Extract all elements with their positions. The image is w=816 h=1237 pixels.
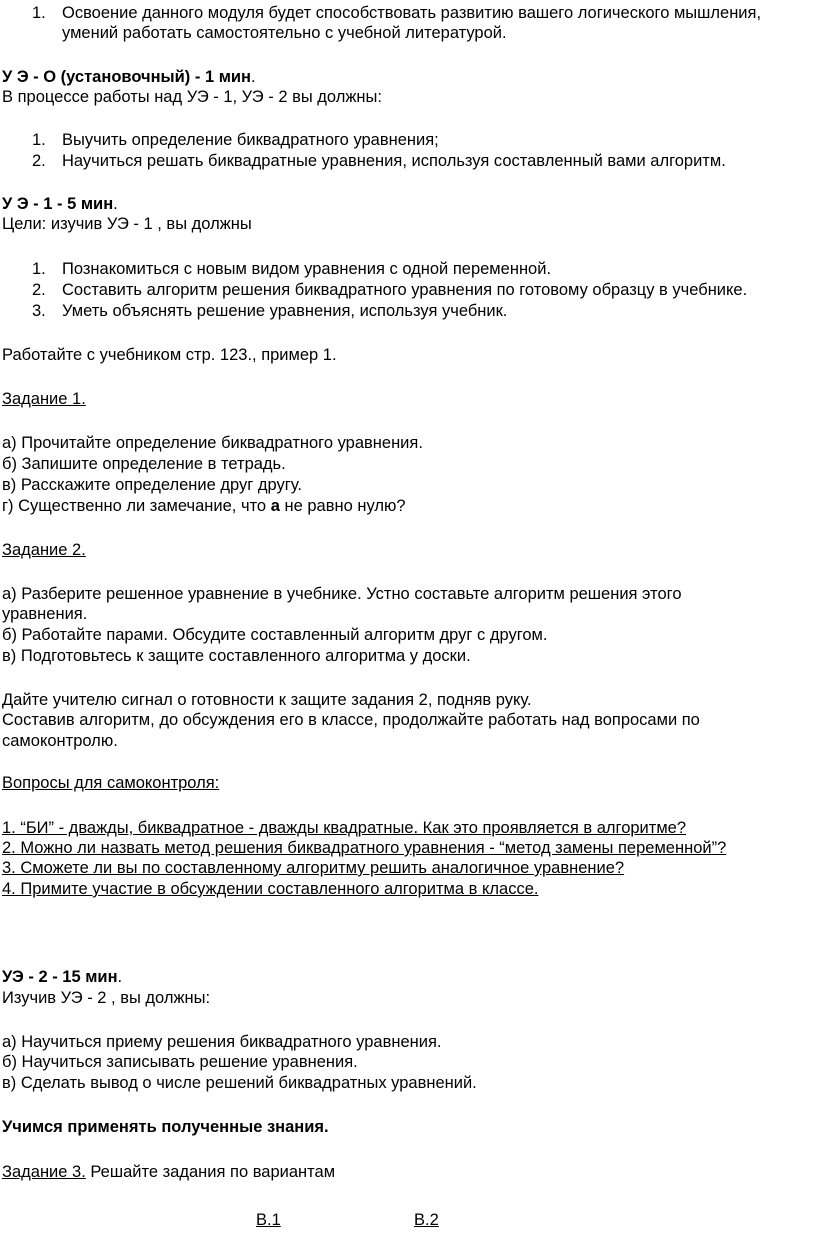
- task3-title: Задание 3.: [2, 1163, 86, 1181]
- signal-line1: Дайте учителю сигнал о готовности к защите задания 2, подняв руку.: [2, 691, 532, 709]
- variant-2-label: В.2: [414, 1211, 439, 1229]
- intro-item-text-line1: Освоение данного модуля будет способствовать развитию вашего логического мышления,: [62, 4, 762, 22]
- task3-line: [2, 1162, 335, 1182]
- task1-a: а) Прочитайте определение биквадратного уравнения.: [2, 434, 423, 452]
- signal-line2: Составив алгоритм, до обсуждения его в классе, продолжайте работать над вопросами по: [2, 711, 700, 729]
- ue0-item-1-number: 1.: [32, 131, 46, 149]
- ue1-heading-tail: .: [113, 195, 118, 213]
- ue0-heading: У Э - О (установочный) - 1 мин: [2, 68, 252, 86]
- task3-text: Решайте задания по вариантам: [85, 1163, 336, 1181]
- ue1-item-2-number: 2.: [32, 281, 46, 299]
- intro-item-number: 1.: [32, 4, 46, 22]
- ue0-item-1-text: Выучить определение биквадратного уравнения;: [62, 131, 439, 149]
- ue0-item-2-number: 2.: [32, 152, 46, 170]
- task1-g-pre: г) Существенно ли замечание, что: [2, 497, 271, 515]
- ue0-item-2-text: Научиться решать биквадратные уравнения, используя составленный вами алгоритм.: [62, 152, 726, 170]
- ue2-heading-tail: .: [117, 968, 123, 986]
- task1-title: Задание 1.: [2, 390, 86, 408]
- ue0-heading-line: [2, 67, 256, 87]
- ue1-item-2-text: Составить алгоритм решения биквадратного уравнения по готовому образцу в учебнике.: [62, 281, 748, 299]
- ue1-item-3-number: 3.: [32, 302, 46, 320]
- ue2-lead: Изучив УЭ - 2 , вы должны:: [2, 989, 211, 1007]
- self-check-q2: 2. Можно ли назвать метод решения биквадратного уравнения - “метод замены переменной”?: [2, 839, 727, 857]
- intro-item-text-line2: умений работать самостоятельно с учебной литературой.: [62, 24, 507, 42]
- ue2-heading: УЭ - 2 - 15 мин: [2, 968, 118, 986]
- apply-heading: Учимся применять полученные знания.: [2, 1118, 329, 1136]
- ue2-a: а) Научиться приему решения биквадратного уравнения.: [2, 1033, 442, 1051]
- task2-a-line1: а) Разберите решенное уравнение в учебнике. Устно составьте алгоритм решения этого: [2, 585, 682, 603]
- self-check-title: Вопросы для самоконтроля:: [2, 774, 220, 792]
- task2-title: Задание 2.: [2, 541, 86, 559]
- ue0-lead: В процессе работы над УЭ - 1, УЭ - 2 вы должны:: [2, 88, 382, 106]
- self-check-q3: 3. Сможете ли вы по составленному алгоритму решить аналогичное уравнение?: [2, 859, 625, 877]
- self-check-q4: 4. Примите участие в обсуждении составленного алгоритма в классе.: [2, 880, 539, 898]
- ue1-lead: Цели: изучив УЭ - 1 , вы должны: [2, 215, 252, 233]
- ue1-heading-line: [2, 194, 118, 214]
- self-check-q1: 1. “БИ” - дважды, биквадратное - дважды квадратные. Как это проявляется в алгоритме?: [2, 819, 687, 837]
- variant-1-label: В.1: [256, 1211, 281, 1229]
- task2-b: б) Работайте парами. Обсудите составленный алгоритм друг с другом.: [2, 626, 548, 644]
- task2-v: в) Подготовьтесь к защите составленного алгоритма у доски.: [2, 647, 471, 665]
- ue0-heading-tail: .: [251, 68, 256, 86]
- task1-g-post: не равно нулю?: [279, 497, 406, 515]
- ue1-item-1-text: Познакомиться с новым видом уравнения с одной переменной.: [62, 260, 552, 278]
- textbook-reference: Работайте с учебником стр. 123., пример 1.: [2, 346, 337, 364]
- ue2-v: в) Сделать вывод о числе решений биквадратных уравнений.: [2, 1074, 477, 1092]
- task1-g: [2, 496, 406, 516]
- task2-a-line2: уравнения.: [2, 605, 88, 623]
- ue1-item-1-number: 1.: [32, 260, 46, 278]
- task1-g-bold: а: [270, 497, 280, 515]
- task1-b: б) Запишите определение в тетрадь.: [2, 455, 286, 473]
- ue1-item-3-text: Уметь объяснять решение уравнения, используя учебник.: [62, 302, 508, 320]
- task1-v: в) Расскажите определение друг другу.: [2, 476, 302, 494]
- ue2-b: б) Научиться записывать решение уравнения.: [2, 1053, 358, 1071]
- ue2-heading-line: [2, 967, 122, 987]
- signal-line3: самоконтролю.: [2, 732, 118, 750]
- ue1-heading: У Э - 1 - 5 мин: [2, 195, 114, 213]
